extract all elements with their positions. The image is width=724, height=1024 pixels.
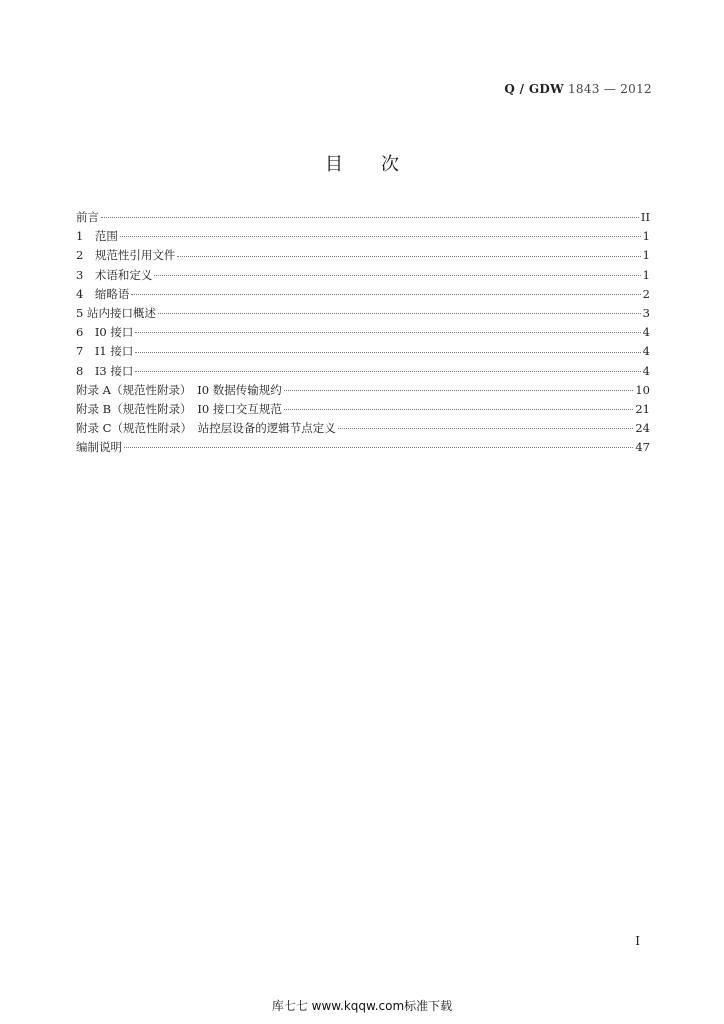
toc-dot-leader: [177, 255, 640, 257]
toc-entry-abbreviations[interactable]: [76, 285, 650, 304]
toc-title: 目次: [325, 154, 437, 175]
toc-entry-terms-definitions[interactable]: [76, 266, 650, 285]
toc-entry-i0-interface[interactable]: [76, 323, 650, 342]
standard-number: 1843 — 2012: [567, 82, 652, 96]
toc-dot-leader: [101, 216, 639, 218]
toc-entry-drafting-notes[interactable]: [76, 438, 650, 457]
toc-entry-i3-interface[interactable]: [76, 362, 650, 381]
toc-entry-page: 1: [642, 248, 650, 263]
toc-entry-page: 21: [635, 401, 650, 416]
toc-dot-leader: [131, 293, 640, 295]
toc-entry-page: 2: [642, 286, 650, 301]
toc-entry-page: 4: [642, 344, 650, 359]
toc-entry-label: 6 I0 接口: [76, 325, 134, 340]
toc-entry-page: 3: [642, 305, 650, 320]
toc-entry-label: 附录 A（规范性附录） I0 数据传输规约: [76, 382, 282, 397]
page-number: I: [635, 934, 640, 948]
toc-entry-page: 1: [642, 267, 650, 282]
toc-entry-page: 10: [635, 382, 650, 397]
toc-entry-normative-references[interactable]: [76, 246, 650, 265]
toc-entry-label: 1 范围: [76, 229, 118, 244]
toc-dot-leader: [135, 331, 640, 333]
standard-code: [504, 82, 652, 96]
toc-entry-page: 4: [642, 325, 650, 340]
toc-dot-leader: [154, 274, 640, 276]
toc-dot-leader: [338, 427, 634, 429]
toc-dot-leader: [284, 389, 634, 391]
toc-entry-page: 24: [635, 421, 650, 436]
toc-entry-label: 附录 B（规范性附录） I0 接口交互规范: [76, 401, 282, 416]
toc-entry-appendix-a[interactable]: [76, 381, 650, 400]
toc-entry-page: II: [640, 210, 650, 224]
standard-prefix: Q / GDW: [504, 82, 564, 96]
toc-entry-label: 7 I1 接口: [76, 344, 134, 359]
toc-dot-leader: [284, 408, 633, 410]
toc-entry-interface-overview[interactable]: [76, 304, 650, 323]
toc-entry-label: 3 术语和定义: [76, 267, 153, 282]
toc-entry-label: 编制说明: [76, 440, 122, 455]
toc-entry-label: 附录 C（规范性附录） 站控层设备的逻辑节点定义: [76, 421, 336, 436]
toc-entry-label: 2 规范性引用文件: [76, 248, 176, 263]
toc-dot-leader: [158, 312, 641, 314]
table-of-contents: [76, 208, 650, 457]
toc-dot-leader: [120, 235, 641, 237]
toc-entry-label: 8 I3 接口: [76, 363, 134, 378]
watermark: 库七七 www.kqqw.com标准下载: [271, 999, 453, 1013]
toc-entry-page: 47: [635, 440, 650, 455]
toc-entry-page: 4: [642, 363, 650, 378]
toc-dot-leader: [135, 370, 640, 372]
toc-dot-leader: [135, 351, 640, 353]
toc-entry-foreword[interactable]: [76, 208, 650, 227]
toc-entry-label: 4 缩略语: [76, 286, 130, 301]
toc-entry-page: 1: [642, 229, 650, 244]
toc-entry-i1-interface[interactable]: [76, 342, 650, 361]
toc-entry-appendix-b[interactable]: [76, 400, 650, 419]
toc-entry-label: 5 站内接口概述: [76, 305, 156, 320]
toc-dot-leader: [124, 446, 633, 448]
toc-entry-label: 前言: [76, 210, 99, 224]
toc-entry-appendix-c[interactable]: [76, 419, 650, 438]
toc-entry-scope[interactable]: [76, 227, 650, 246]
